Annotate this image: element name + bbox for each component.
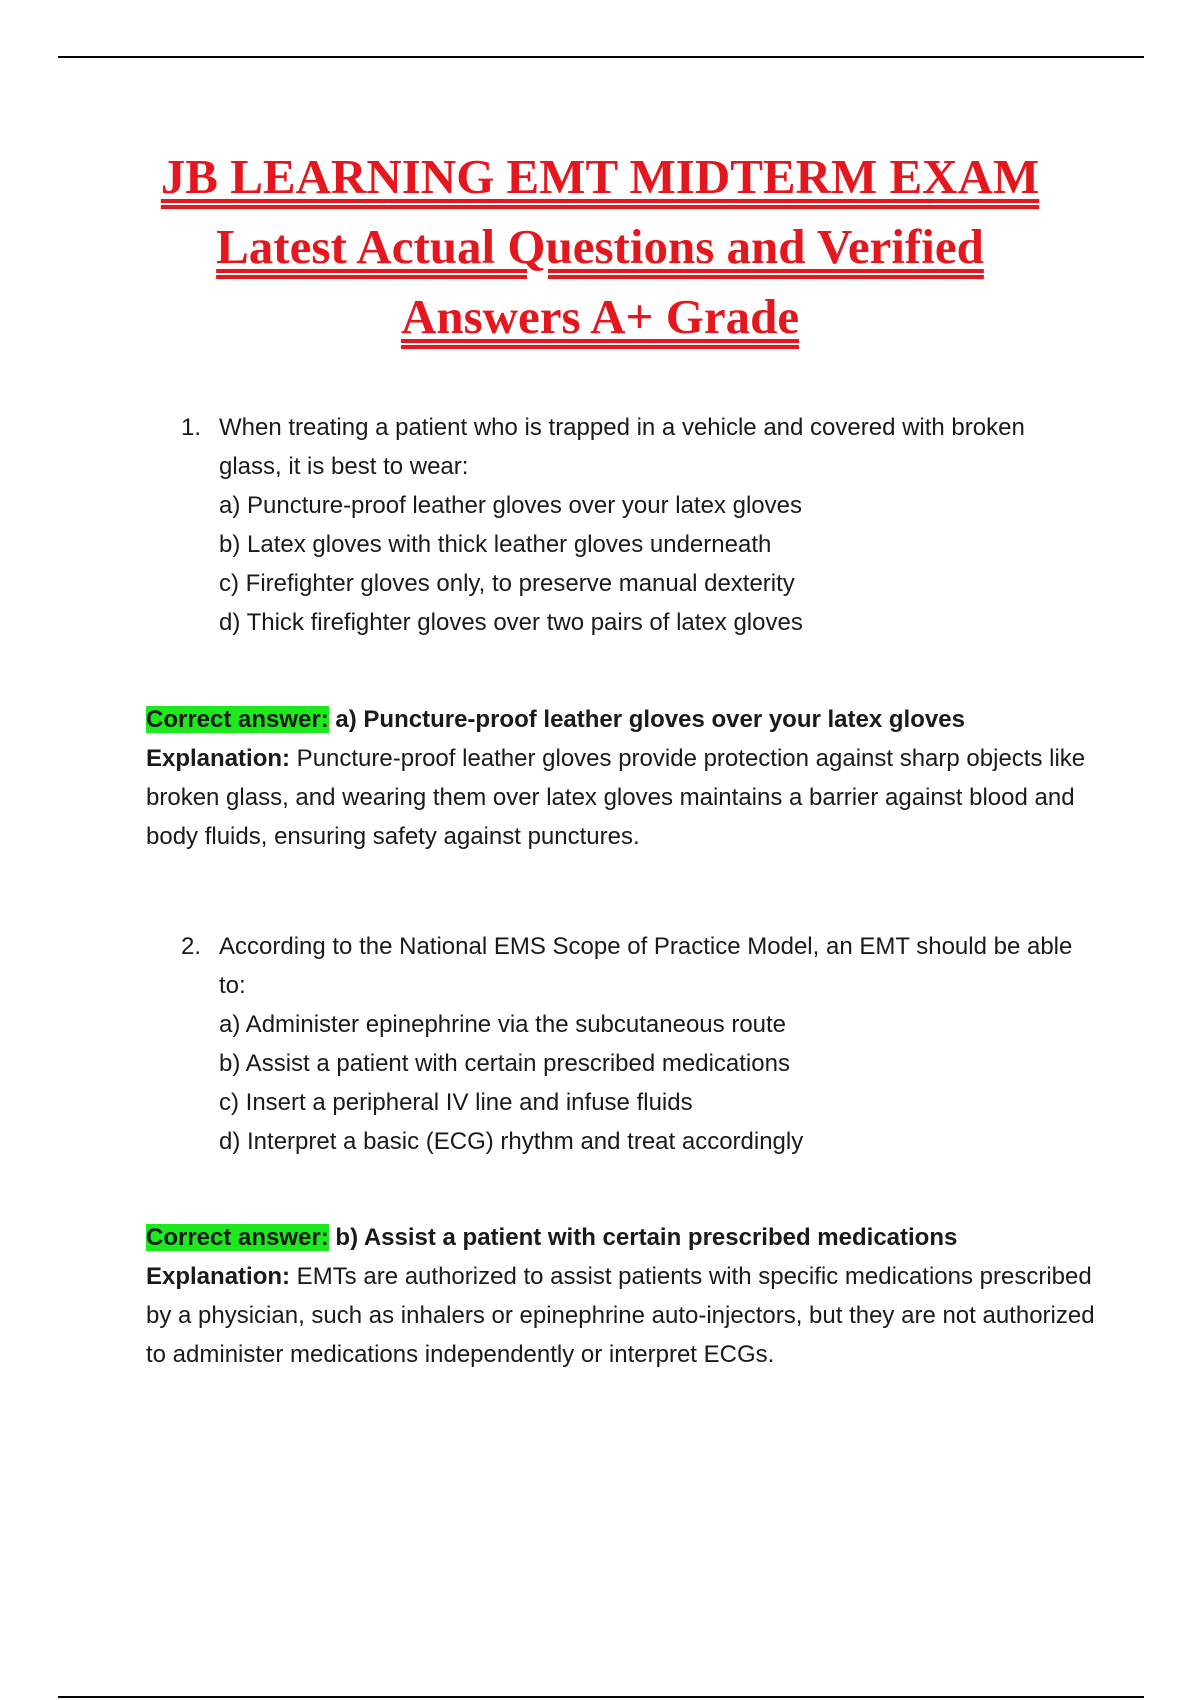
answer-block-2 (146, 1218, 1096, 1374)
explanation-label: Explanation: (146, 745, 291, 772)
explanation (146, 739, 1096, 856)
title-line-2: Latest Actual Questions and Verified (216, 219, 984, 274)
option-d: d) Interpret a basic (ECG) rhythm and treat accordingly (219, 1128, 804, 1155)
footer-rule (58, 1696, 1144, 1698)
explanation-label: Explanation: (146, 1263, 291, 1290)
option-d: d) Thick firefighter gloves over two pairs of latex gloves (219, 609, 803, 636)
question-number: 1. (181, 414, 202, 441)
explanation (146, 1257, 1096, 1374)
title-line-3: Answers A+ Grade (400, 289, 800, 344)
answer-block-1 (146, 700, 1096, 856)
question-stem (181, 408, 1081, 486)
option-b: b) Assist a patient with certain prescribed medications (219, 1050, 790, 1077)
explanation-text: Puncture-proof leather gloves provide protection against sharp objects like broken glass, and wearing them over latex gloves maintains a barrier against blood and body fluids, ensuring safety against punctures. (146, 745, 1086, 850)
question-text: According to the National EMS Scope of Practice Model, an EMT should be able to: (219, 933, 1073, 999)
correct-answer-text: a) Puncture-proof leather gloves over your latex gloves (328, 706, 965, 733)
option-a: a) Administer epinephrine via the subcutaneous route (219, 1011, 787, 1038)
option-list (219, 486, 1081, 642)
question-text: When treating a patient who is trapped in a vehicle and covered with broken glass, it is best to wear: (219, 414, 1025, 480)
header-rule (58, 56, 1144, 58)
page-title (100, 142, 1100, 352)
question-stem (181, 927, 1081, 1005)
correct-answer-text: b) Assist a patient with certain prescribed medications (328, 1224, 958, 1251)
option-c: c) Insert a peripheral IV line and infuse fluids (219, 1089, 693, 1116)
option-a: a) Puncture-proof leather gloves over your latex gloves (219, 492, 802, 519)
option-list (219, 1005, 1081, 1161)
correct-answer-label: Correct answer: (146, 706, 329, 733)
correct-answer-label: Correct answer: (146, 1224, 329, 1251)
question-2 (181, 927, 1081, 1161)
correct-answer-line (146, 1218, 1096, 1257)
option-b: b) Latex gloves with thick leather gloves underneath (219, 531, 772, 558)
question-number: 2. (181, 933, 202, 960)
title-line-1: JB LEARNING EMT MIDTERM EXAM (160, 149, 1040, 204)
option-c: c) Firefighter gloves only, to preserve manual dexterity (219, 570, 795, 597)
explanation-text: EMTs are authorized to assist patients with specific medications prescribed by a physician, such as inhalers or epinephrine auto-injectors, but they are not authorized to administer medications independently or interpret ECGs. (146, 1263, 1095, 1368)
question-1 (181, 408, 1081, 642)
correct-answer-line (146, 700, 1096, 739)
